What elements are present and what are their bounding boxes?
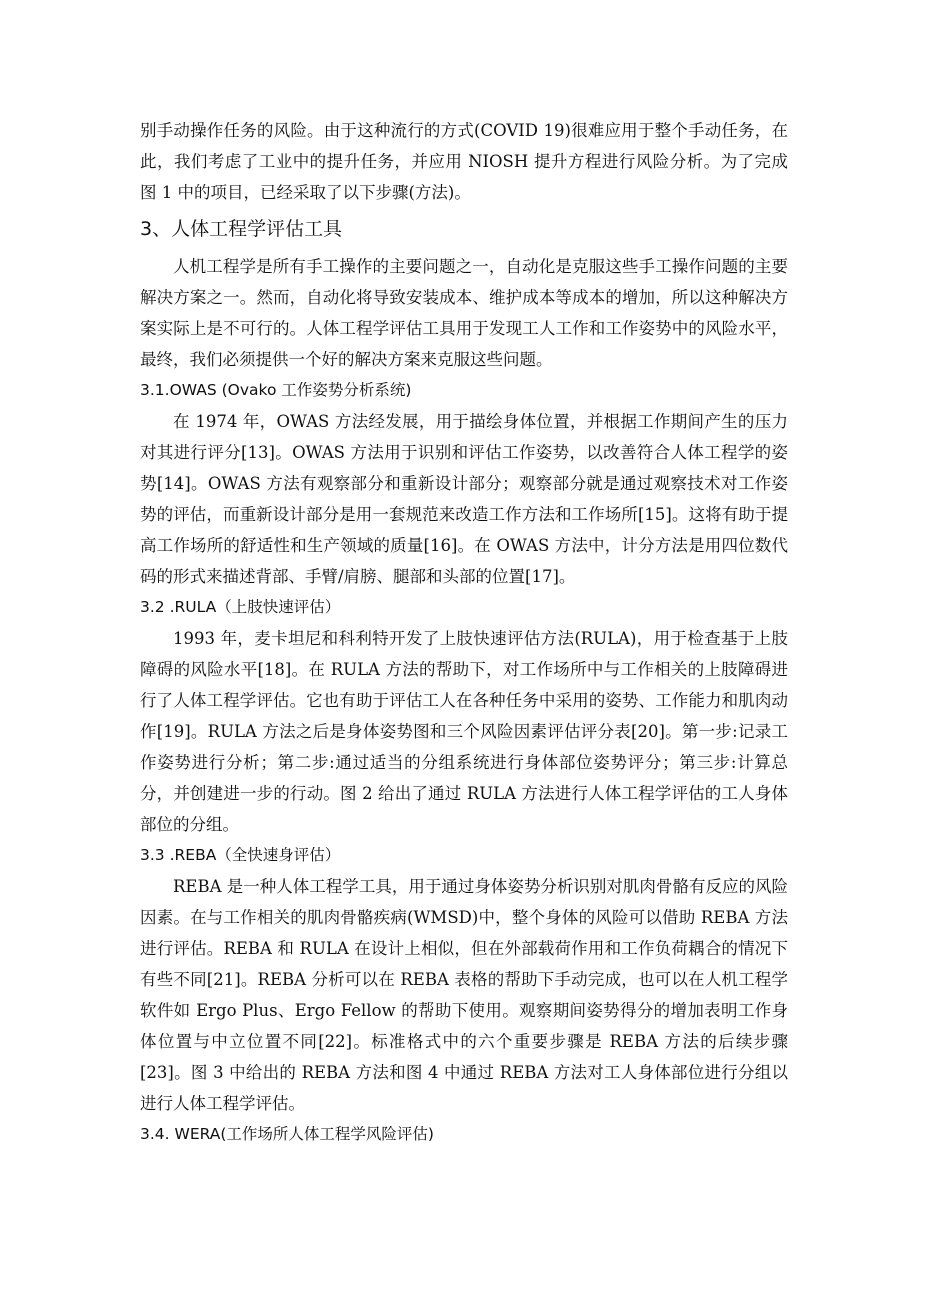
rula-paragraph: 1993 年，麦卡坦尼和科利特开发了上肢快速评估方法(RULA)，用于检查基于上肢障碍的风险水平[18]。在 RULA 方法的帮助下，对工作场所中与工作相关的上肢障碍进行了人体工程学评估。它也有助于评估工人在各种任务中采用的姿势、工作能力和肌肉动作[19]。RULA 方法之后是身体姿势图和三个风险因素评估评分表[20]。第一步:记录工作姿势进行分析；第二步:通过适当的分组系统进行身体部位姿势评分；第三步:计算总分，并创建进一步的行动。图 2 给出了通过 RULA 方法进行人体工程学评估的工人身体部位的分组。 [140,629,788,834]
owas-paragraph: 在 1974 年，OWAS 方法经发展，用于描绘身体位置，并根据工作期间产生的压力对其进行评分[13]。OWAS 方法用于识别和评估工作姿势，以改善符合人体工程学的姿势[14]。OWAS 方法有观察部分和重新设计部分；观察部分就是通过观察技术对工作姿势的评估，而重新设计部分是用一套规范来改造工作方法和工作场所[15]。这将有助于提高工作场所的舒适性和生产领域的质量[16]。在 OWAS 方法中，计分方法是用四位数代码的形式来描述背部、手臂/肩膀、腿部和头部的位置[17]。 [140,412,788,586]
wera-heading: 3.4. WERA(工作场所人体工程学风险评估) [140,1125,434,1143]
section-3-paragraph: 人机工程学是所有手工操作的主要问题之一，自动化是克服这些手工操作问题的主要解决方案之一。然而，自动化将导致安装成本、维护成本等成本的增加，所以这种解决方案实际上是不可行的。人体工程学评估工具用于发现工人工作和工作姿势中的风险水平，最终，我们必须提供一个好的解决方案来克服这些问题。 [140,257,788,369]
reba-heading: 3.3 .REBA（全快速身评估） [140,846,341,864]
rula-heading: 3.2 .RULA（上肢快速评估） [140,598,341,616]
reba-paragraph: REBA 是一种人体工程学工具，用于通过身体姿势分析识别对肌肉骨骼有反应的风险因素。在与工作相关的肌肉骨骼疾病(WMSD)中，整个身体的风险可以借助 REBA 方法进行评估。REBA 和 RULA 在设计上相似，但在外部载荷作用和工作负荷耦合的情况下有些不同[21]。REBA 分析可以在 REBA 表格的帮助下手动完成，也可以在人机工程学软件如 Ergo Plus、Ergo Fellow 的帮助下使用。观察期间姿势得分的增加表明工作身体位置与中立位置不同[22]。标准格式中的六个重要步骤是 REBA 方法的后续步骤[23]。图 3 中给出的 REBA 方法和图 4 中通过 REBA 方法对工人身体部位进行分组以进行人体工程学评估。 [140,877,788,1113]
owas-heading: 3.1.OWAS (Ovako 工作姿势分析系统) [140,381,412,399]
intro-paragraph: 别手动操作任务的风险。由于这种流行的方式(COVID 19)很难应用于整个手动任务，在此，我们考虑了工业中的提升任务，并应用 NIOSH 提升方程进行风险分析。为了完成图 1 中的项目，已经采取了以下步骤(方法)。 [140,121,788,202]
section-3-heading: 3、人体工程学评估工具 [140,218,343,240]
document-page [140,115,788,1150]
